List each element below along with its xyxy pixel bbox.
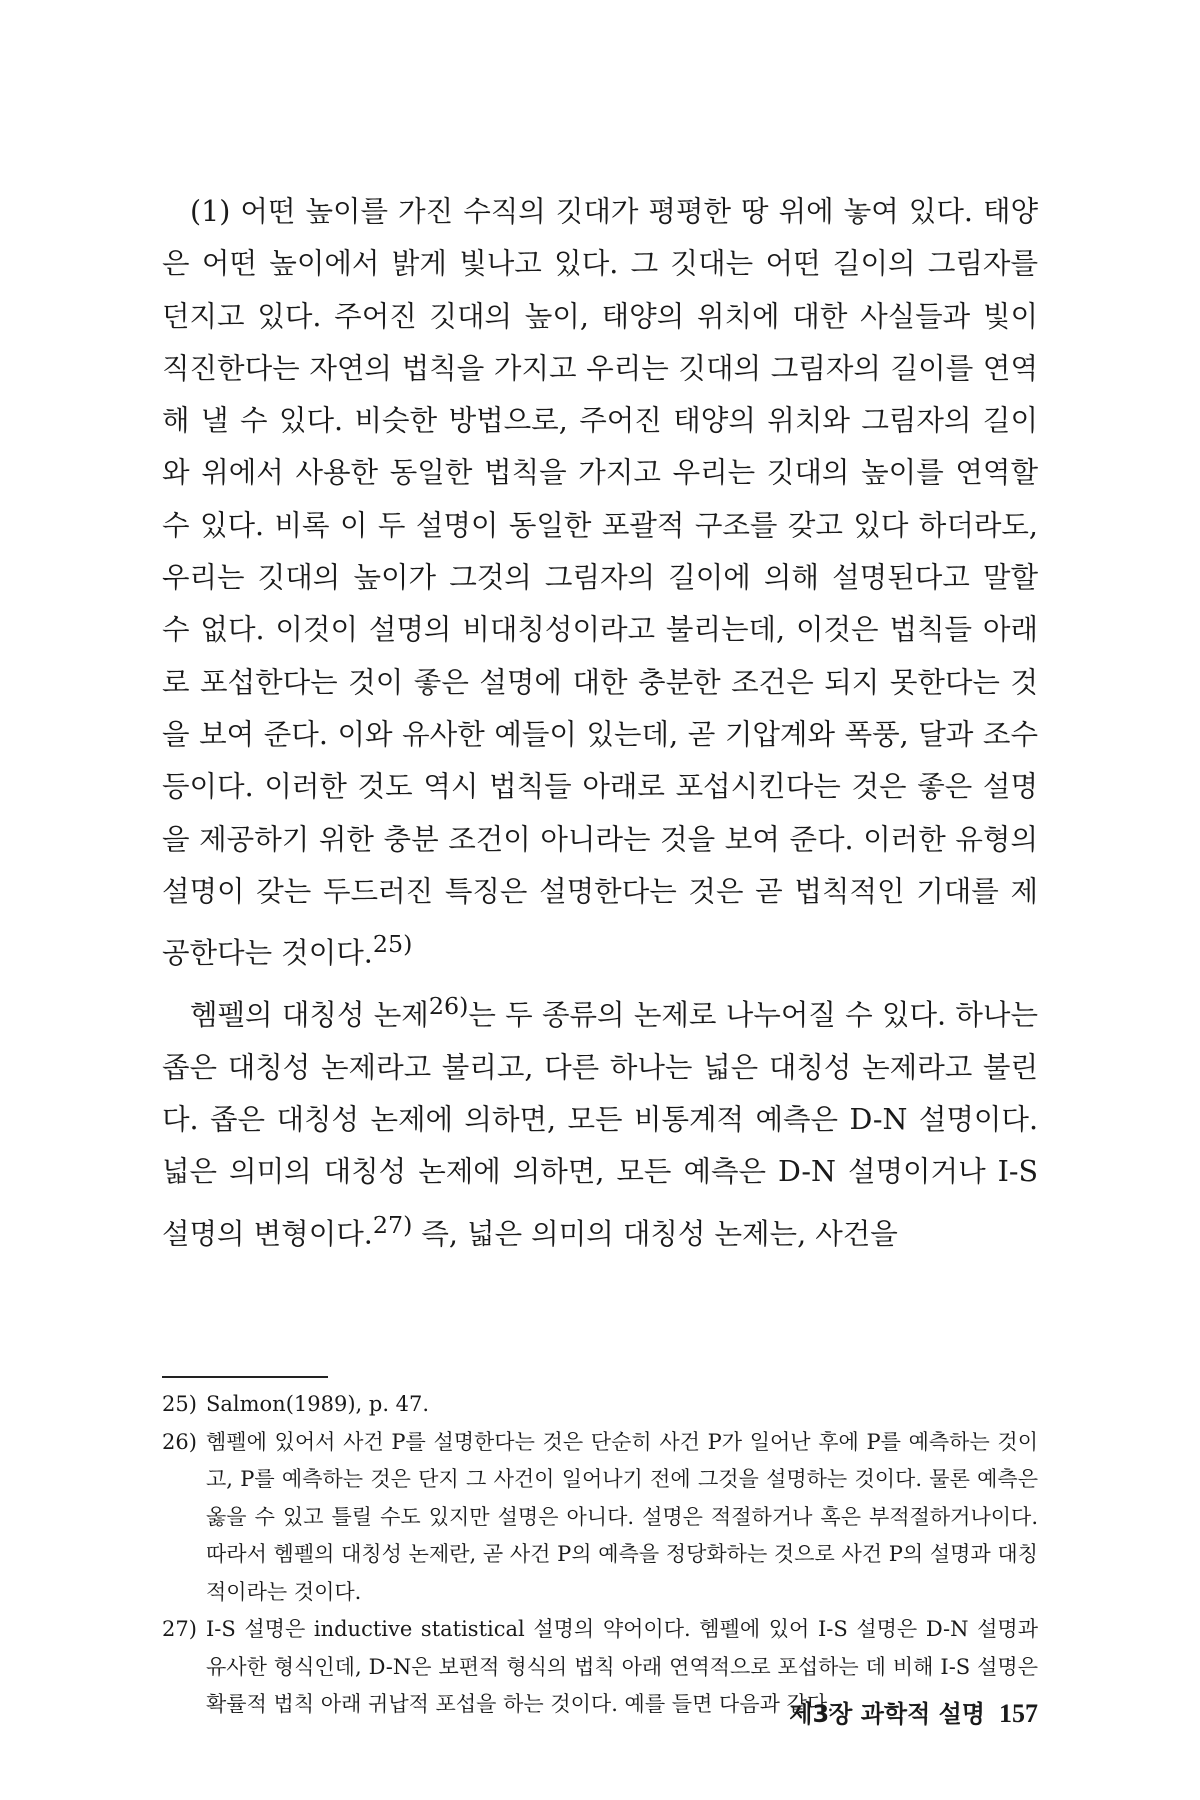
page-footer (789, 1694, 1038, 1729)
paragraph-2-part-1: 헴펠의 대칭성 논제 (190, 998, 429, 1032)
footnote-text: 헴펠에 있어서 사건 P를 설명한다는 것은 단순히 사건 P가 일어난 후에 P를 예측하는 것이고, P를 예측하는 것은 단지 그 사건이 일어나기 전에 그것을 설명하는 것이다. 물론 예측은 옳을 수 있고 틀릴 수도 있지만 설명은 아니다. 설명은 적절하거나 혹은 부적절하거나이다. 따라서 헴펠의 대칭성 논제란, 곧 사건 P의 예측을 정당화하는 것으로 사건 P의 설명과 대칭적이라는 것이다. (206, 1429, 1038, 1604)
footnote-separator (162, 1376, 328, 1378)
footnote-ref-25: 25) (372, 930, 413, 959)
paragraph-2 (162, 980, 1038, 1260)
footnote-26 (162, 1424, 1038, 1612)
paragraph-1-text: (1) 어떤 높이를 가진 수직의 깃대가 평평한 땅 위에 놓여 있다. 태양은 어떤 높이에서 밝게 빛나고 있다. 그 깃대는 어떤 길이의 그림자를 던지고 있다. 주어진 깃대의 높이, 태양의 위치에 대한 사실들과 빛이 직진한다는 자연의 법칙을 가지고 우리는 깃대의 그림자의 길이를 연역해 낼 수 있다. 비슷한 방법으로, 주어진 태양의 위치와 그림자의 길이와 위에서 사용한 동일한 법칙을 가지고 우리는 깃대의 높이를 연역할 수 있다. 비록 이 두 설명이 동일한 포괄적 구조를 갖고 있다 하더라도, 우리는 깃대의 높이가 그것의 그림자의 길이에 의해 설명된다고 말할 수 없다. 이것이 설명의 비대칭성이라고 불리는데, 이것은 법칙들 아래로 포섭한다는 것이 좋은 설명에 대한 충분한 조건은 되지 못한다는 것을 보여 준다. 이와 유사한 예들이 있는데, 곧 기압계와 폭풍, 달과 조수 등이다. 이러한 것도 역시 법칙들 아래로 포섭시킨다는 것은 좋은 설명을 제공하기 위한 충분 조건이 아니라는 것을 보여 준다. 이러한 유형의 설명이 갖는 두드러진 특징은 설명한다는 것은 곧 법칙적인 기대를 제공한다는 것이다. (162, 195, 1038, 970)
footnotes (162, 1386, 1038, 1724)
chapter-title: 제3장 과학적 설명 (789, 1700, 985, 1728)
footnote-text: I-S 설명은 inductive statistical 설명의 약어이다. 헴펠에 있어 I-S 설명은 D-N 설명과 유사한 형식인데, D-N은 보편적 형식의 법칙 아래 연역적으로 포섭하는 데 비해 I-S 설명은 확률적 법칙 아래 귀납적 포섭을 하는 것이다. 예를 들면 다음과 같다. (206, 1617, 1038, 1716)
footnote-number: 26) (162, 1429, 197, 1454)
main-text (162, 186, 1038, 1260)
footnote-number: 27) (162, 1617, 197, 1641)
paragraph-1 (162, 186, 1038, 980)
page-number: 157 (999, 1699, 1038, 1728)
paragraph-2-part-3: 즉, 넓은 의미의 대칭성 논제는, 사건을 (421, 1217, 898, 1251)
paragraph-2-part-2: 는 두 종류의 논제로 나누어질 수 있다. 하나는 좁은 대칭성 논제라고 불리고, 다른 하나는 넓은 대칭성 논제라고 불린다. 좁은 대칭성 논제에 의하면, 모든 비통계적 예측은 D-N 설명이다. 넓은 의미의 대칭성 논제에 의하면, 모든 예측은 D-N 설명이거나 I-S 설명의 변형이다. (162, 998, 1038, 1251)
footnote-text: Salmon(1989), p. 47. (206, 1392, 430, 1416)
footnote-25 (162, 1386, 1038, 1424)
footnote-ref-26: 26) (428, 991, 469, 1020)
footnote-number: 25) (162, 1392, 197, 1416)
footnote-ref-27: 27) (372, 1210, 413, 1239)
